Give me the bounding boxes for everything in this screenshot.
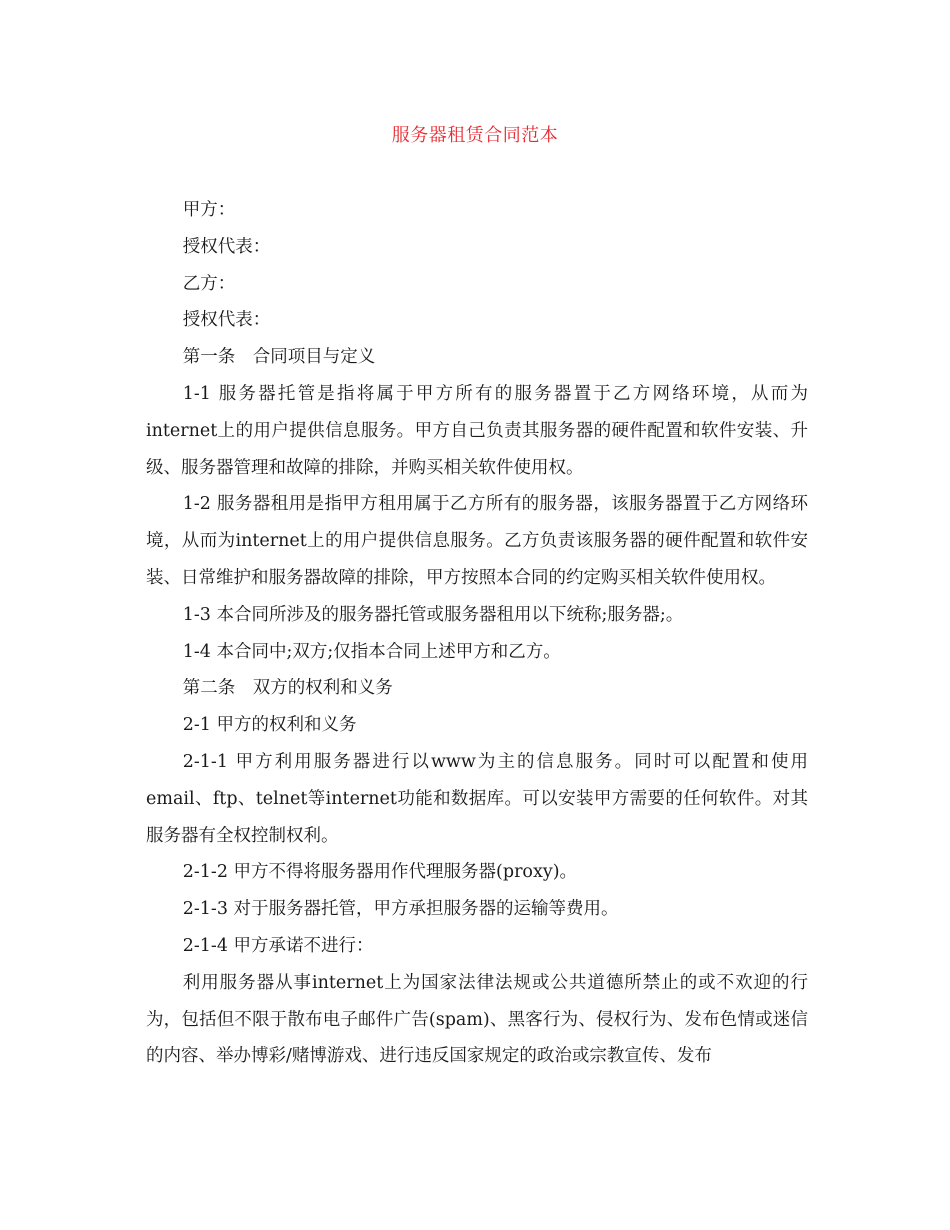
clause-2-1-4: 2-1-4 甲方承诺不进行： [182, 935, 374, 956]
clause-1-2: 1-2 服务器租用是指甲方租用属于乙方所有的服务器，该服务器置于乙方网络环境，从而为internet上的用户提供信息服务。乙方负责该服务器的硬件配置和软件安装、日常维护和服务器故障的排除，甲方按照本合同的约定购买相关软件使用权。 [146, 494, 808, 588]
clause-2-1: 2-1 甲方的权利和义务 [182, 715, 357, 736]
clause-2-1-4-text: 利用服务器从事internet上为国家法律法规或公共道德所禁止的或不欢迎的行为，包括但不限于散布电子邮件广告(spam)、黑客行为、侵权行为、发布色情或迷信的内容、举办博彩/赌博游戏、进行违反国家规定的政治或宗教宣传、发布 [146, 972, 808, 1067]
clause-2-1-2: 2-1-2 甲方不得将服务器用作代理服务器(proxy)。 [182, 862, 578, 883]
article-2-heading: 第二条 双方的权利和义务 [182, 678, 393, 699]
clause-1-1: 1-1 服务器托管是指将属于甲方所有的服务器置于乙方网络环境，从而为internet上的用户提供信息服务。甲方自己负责其服务器的硬件配置和软件安装、升级、服务器管理和故障的排除，并购买相关软件使用权。 [146, 383, 808, 478]
document-body [146, 192, 808, 1075]
clause-1-3: 1-3 本合同所涉及的服务器托管或服务器租用以下统称;服务器;。 [182, 604, 684, 625]
clause-2-1-3: 2-1-3 对于服务器托管，甲方承担服务器的运输等费用。 [182, 899, 619, 920]
clause-2-1-1: 2-1-1 甲方利用服务器进行以www为主的信息服务。同时可以配置和使用email、ftp、telnet等internet功能和数据库。可以安装甲方需要的任何软件。对其服务器有全权控制权利。 [146, 751, 808, 846]
party-a-line: 甲方： [182, 200, 236, 220]
clause-1-4: 1-4 本合同中;双方;仅指本合同上述甲方和乙方。 [182, 641, 561, 662]
document-title: 服务器租赁合同范本 [391, 125, 559, 146]
party-b-line: 乙方： [182, 273, 236, 294]
article-1-heading: 第一条 合同项目与定义 [182, 347, 376, 368]
party-a-representative-line: 授权代表： [182, 236, 271, 257]
party-b-representative-line: 授权代表： [182, 310, 271, 331]
